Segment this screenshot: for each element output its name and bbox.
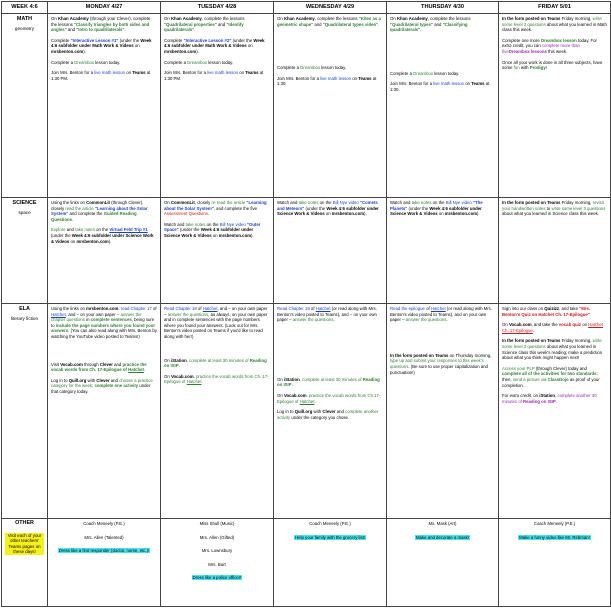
day-header-monday: MONDAY 4/27 bbox=[48, 2, 161, 14]
day-header-wednesday: WEDNESDAY 4/29 bbox=[274, 2, 387, 14]
subject-name: MATH bbox=[16, 16, 33, 22]
science-friday: In the form posted on Teams Friday morning, revisit your handwritten notes to write some level 3 questions about what you learned in Science class this week. bbox=[499, 198, 611, 304]
other-teacher: Coach Meneely (P.E.) bbox=[533, 521, 576, 526]
subject-name: ELA bbox=[19, 306, 30, 312]
ela-tuesday: Read Chapter 18 of Hatchet, and – on your own paper – answer the questions, as always, on your own paper and in complete sentences with the page numbers where you found your answers. (Look out for Mrs. Benton's video posted on Teams if you'd like to read along with her!) On iStation, complete at least 30 minutes of Reading on ISIP. On Vocab.com. practice the vocab words from Ch. 17-Epilogue of Hatchet. bbox=[161, 304, 274, 519]
other-row bbox=[2, 519, 611, 607]
math-row bbox=[2, 14, 611, 198]
other-note: Visit each of your other teachers' Teams pages on these days! bbox=[5, 533, 44, 555]
ela-row bbox=[2, 304, 611, 519]
subject-other bbox=[2, 519, 48, 607]
other-teacher: Coach Meneely (P.E.) bbox=[309, 521, 351, 526]
other-teacher: Ms. Mask (Art) bbox=[428, 521, 457, 526]
science-tuesday: On CommonLit, closely re-read the article "Learning about the Solar System", and complete the five Assessment Questions. Watch and take notes on the Bill Nye video "Outer Space" (under the Week 4:6 subfolder under Science Work & Videos on mrsbenton.com). bbox=[161, 198, 274, 304]
weekly-schedule bbox=[1, 1, 611, 607]
other-teacher: Miss Shull (Music) bbox=[199, 521, 235, 526]
other-activity: Make a funny video like Mr. Rebman! bbox=[519, 534, 590, 540]
ela-wednesday: Read Chapter 19 of Hatchet (or read along with Mrs. Benton's video posted to Teams), and – on your own paper – answer the questions. On iStation, complete at least 30 minutes of Reading on ISIP. On Vocab.com. practice the vocab words from Ch.17-Epilogue of Hatchet. Log in to Quill.org with Clever and complete another activity under the category you chose. bbox=[274, 304, 387, 519]
science-thursday: Watch and take notes on the Bill Nye video "The Planets" (under the Week 4:6 subfolder under Science Work & Videos on mrsbenton.com). bbox=[387, 198, 499, 304]
other-teacher: Mrs. Allen (Gifted) bbox=[199, 534, 235, 540]
ela-thursday: Read the epilogue of Hatchet (or read along with Mrs. Benton's video posted to Teams), and on your own paper – answer the questions. In the form posted on Teams on Thursday morning, type up and submit your responses to this week's questions. (Be sure to use proper capitalization and punctuation!) bbox=[387, 304, 499, 519]
other-monday bbox=[48, 519, 161, 607]
subject-name: OTHER bbox=[15, 520, 34, 526]
day-header-friday: FRIDAY 5/01 bbox=[499, 2, 611, 14]
math-tuesday: On Khan Academy, complete the lessons "Quadrilateral properties" and "Identify quadrilaterals". Complete "Interactive Lesson #2" (under the Week 4:6 subfolder under Math Work & Videos on mrsbenton.com). Complete a Dreambox lesson today. Join Mrs. Benton for a live math lesson on Teams at 1:30 PM. bbox=[161, 14, 274, 198]
subject-science bbox=[2, 198, 48, 304]
ela-monday: Using the links on mrsbenton.com. read Chapter 17 of Hatchet, and – on your own paper – answer the chapter questions in complete sentences, being sure to include the page numbers where you found your answers. (You can also read along with Mrs. Benton by watching the YouTube video posted to Teams!) Visit Vocab.com through Clever and practice the vocab words from Ch. 17-Epilogue of Hatchet. Log in to Quill.org with Clever and choose a practice category for the week; complete one activity under that category today. bbox=[48, 304, 161, 519]
other-activity: Make and decorate a mask! bbox=[415, 534, 470, 540]
week-label: WEEK 4:6 bbox=[2, 2, 48, 14]
science-row bbox=[2, 198, 611, 304]
other-friday bbox=[499, 519, 611, 607]
other-activity: Dress like a first responder (doctor, nurse, etc.)! bbox=[58, 548, 150, 554]
science-wednesday: Watch and take notes on the Bill Nye video "Comets and Meteors" (under the Week 4:6 subfolder under Science Work & Videos on mrsbenton.com). bbox=[274, 198, 387, 304]
subject-topic: geometry bbox=[14, 25, 35, 31]
other-thursday bbox=[387, 519, 499, 607]
day-header-tuesday: TUESDAY 4/28 bbox=[161, 2, 274, 14]
math-monday: On Khan Academy (through your Clever), complete the lessons "Classify triangles by both sides and angles" and "Intro to quadrilaterals". Complete "Interactive Lesson #1" (under the Week 4:6 subfolder under Math Work & Videos on mrsbenton.com). Complete a Dreambox lesson today. Join Mrs. Benton for a live math lesson on Teams at 1:30 PM. bbox=[48, 14, 161, 198]
other-wednesday bbox=[274, 519, 387, 607]
ela-friday: Sign into our class on Quizizz, and take "Mrs. Benton's Quiz on Hatchet Ch. 17-Epilogue" On Vocab.com, and take the vocab quiz on Hatchet Ch. 17-Epilogue. In the form posted on Teams Friday morning, write some level 3 questions about what you learned in Science class this week's reading; make a prediction about what you think might happen next! Access your PLP (through Clever) today and complete all of the activities for two standards; then, send a picture via ClassDojo as proof of your completion. For extra credit, on iStation, complete another 30 minutes of Reading on ISIP. bbox=[499, 304, 611, 519]
day-header-thursday: THURSDAY 4/30 bbox=[387, 2, 499, 14]
subject-topic: literary fiction bbox=[10, 315, 39, 321]
other-activity: Help your family with the grocery list! bbox=[295, 534, 365, 540]
science-monday: Using the links on CommonLit (through Clever), closely read the article "Learning about the Solar System" and complete the Guided Reading Questions. Explore and take notes on the Virtual Feld Trip #1 (under the Week 4:6 subfolder under Science Work & Videos on mrsbenton.com). bbox=[48, 198, 161, 304]
subject-topic: space bbox=[18, 209, 31, 215]
other-teacher: Mrs. Lownsbury bbox=[201, 548, 233, 554]
other-teacher: Coach Meneely (P.E.) bbox=[83, 521, 125, 526]
subject-math bbox=[2, 14, 48, 198]
subject-name: SCIENCE bbox=[12, 200, 37, 206]
math-wednesday: On Khan Academy, complete the lessons "Kites as a geometric shape" and "Quadrilateral types video". Complete a Dreambox lesson today. Join Mrs. Benton for a live math lesson on Teams at 1:30. bbox=[274, 14, 387, 198]
header-row bbox=[2, 2, 611, 14]
math-thursday: On Khan Academy, complete the lessons "Quadrilateral types" and "Classifying quadrilaterals". Complete a Dreambox lesson today. Join Mrs. Benton for a live math lesson on Teams at 1:30. bbox=[387, 14, 499, 198]
other-tuesday bbox=[161, 519, 274, 607]
math-friday: In the form posted on Teams Friday morning, write some level 3 questions about what you learned in Math class this week. Complete one more Dreambox lesson today. For extra credit, you can complete more than fiveDreambox lessons this week. Once all your work is done in all three subjects, have some fun with Prodigy! bbox=[499, 14, 611, 198]
other-teacher: Mrs. Allen (Talented) bbox=[84, 534, 124, 540]
subject-ela bbox=[2, 304, 48, 519]
other-activity: Dress like a police officer! bbox=[192, 575, 242, 581]
other-teacher: Mrs. Burt bbox=[208, 561, 226, 567]
